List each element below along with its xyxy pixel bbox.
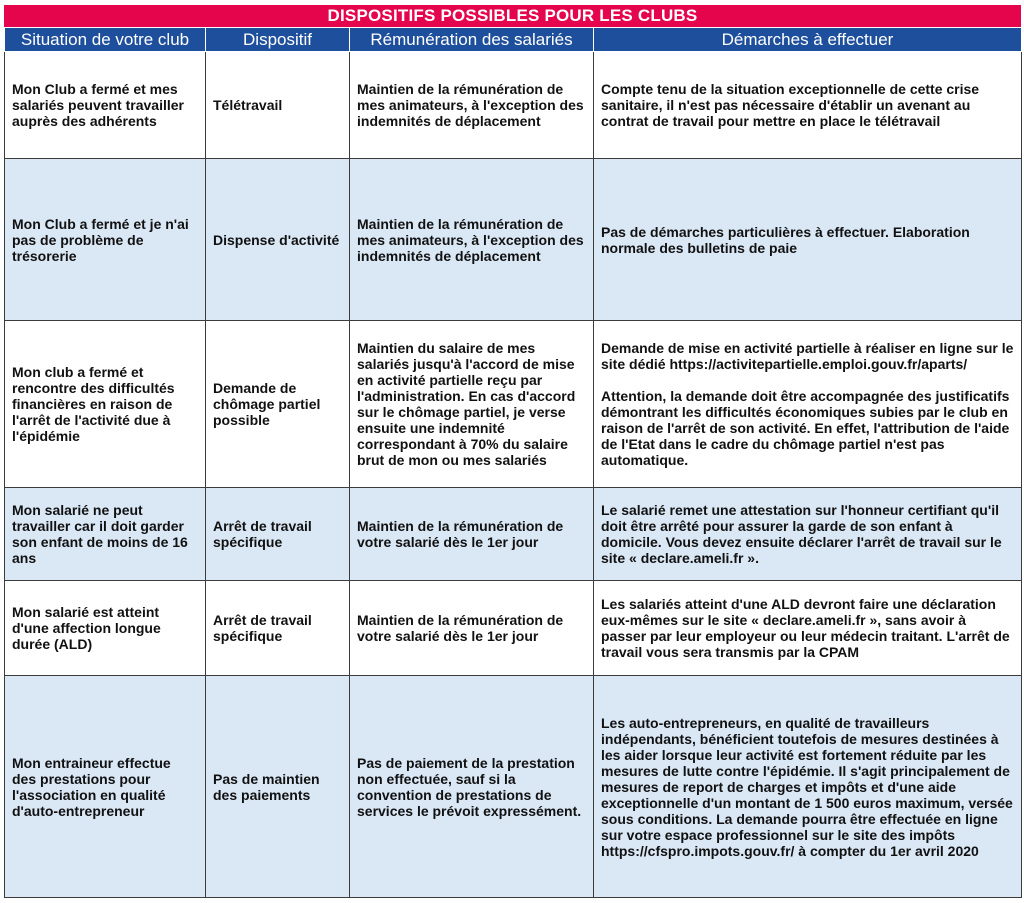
demarches-text: Les salariés atteint d'une ALD devront faire une déclaration eux-mêmes sur le site « declare.ameli.fr », sans avoir à passer par leur employeur ou leur médecin traitant. L'arrêt de travail vous sera transmis par la CPAM [601, 596, 1010, 660]
demarches-text: Le salarié remet une attestation sur l'honneur certifiant qu'il doit être arrêté pour assurer la garde de son enfant à domicile. Vous devez ensuite déclarer l'arrêt de travail sur le site « declare.ameli.fr ». [601, 502, 1002, 566]
demarches-note: Attention, la demande doit être accompagnée des justificatifs démontrant les difficultés économiques subies par le club en raison de l'arrêt de son activité. En effet, l'attribution de l'aide de l'Etat dans le cadre du chômage partiel n'est pas automatique. [601, 388, 1010, 468]
demarches-text: Demande de mise en activité partielle à réaliser en ligne sur le site dédié https://activitepartielle.emploi.gouv.fr/aparts/ [601, 340, 1014, 372]
situation-cell: Mon club a fermé et rencontre des difficultés financières en raison de l'arrêt de l'activité due à l'épidémie [5, 321, 206, 488]
demarches-text: Les auto-entrepreneurs, en qualité de travailleurs indépendants, bénéficient toutefois de mesures destinées à les aider lorsque leur activité est fortement réduite par les mesures de lutte contre l'épidémie. Il s'agit principalement de mesures de report de charges et impôts et d'une aide exceptionnelle d'un montant de 1 500 euros maximum, versée sous conditions. La demande pourra être effectuée en ligne sur votre espace professionnel sur le site des impôts https://cfspro.impots.gouv.fr/ à compter du 1er avril 2020 [601, 714, 1013, 859]
situation-cell: Mon salarié est atteint d'une affection longue durée (ALD) [5, 581, 206, 676]
remuneration-cell: Maintien de la rémunération de votre salarié dès le 1er jour [350, 488, 594, 581]
dispositif-cell: Pas de maintien des paiements [206, 676, 350, 898]
table-row [5, 488, 1022, 581]
demarches-cell [594, 159, 1022, 321]
page-title: DISPOSITIFS POSSIBLES POUR LES CLUBS [4, 5, 1021, 27]
table-row [5, 52, 1022, 159]
dispositif-cell: Demande de chômage partiel possible [206, 321, 350, 488]
demarches-cell [594, 676, 1022, 898]
table-row [5, 581, 1022, 676]
remuneration-cell: Maintien de la rémunération de mes animateurs, à l'exception des indemnités de déplacement [350, 52, 594, 159]
demarches-text: Compte tenu de la situation exceptionnelle de cette crise sanitaire, il n'est pas nécessaire d'établir un avenant au contrat de travail pour mettre en place le télétravail [601, 81, 980, 129]
demarches-cell [594, 321, 1022, 488]
header-dispositif: Dispositif [206, 28, 350, 52]
dispositif-cell: Arrêt de travail spécifique [206, 581, 350, 676]
demarches-text: Pas de démarches particulières à effectuer. Elaboration normale des bulletins de paie [601, 223, 970, 256]
situation-cell: Mon salarié ne peut travailler car il doit garder son enfant de moins de 16 ans [5, 488, 206, 581]
demarches-cell [594, 488, 1022, 581]
header-demarches: Démarches à effectuer [594, 28, 1022, 52]
demarches-cell [594, 581, 1022, 676]
situation-cell: Mon Club a fermé et mes salariés peuvent travailler auprès des adhérents [5, 52, 206, 159]
remuneration-cell: Maintien du salaire de mes salariés jusqu'à l'accord de mise en activité partielle reçu par l'administration. En cas d'accord sur le chômage partiel, je verse ensuite une indemnité correspondant à 70% du salaire brut de mon ou mes salariés [350, 321, 594, 488]
header-remuneration: Rémunération des salariés [350, 28, 594, 52]
header-situation: Situation de votre club [5, 28, 206, 52]
remuneration-cell: Maintien de la rémunération de mes animateurs, à l'exception des indemnités de déplacement [350, 159, 594, 321]
demarches-cell [594, 52, 1022, 159]
dispositif-cell: Télétravail [206, 52, 350, 159]
table-row [5, 159, 1022, 321]
dispositifs-table [4, 27, 1022, 898]
dispositif-cell: Arrêt de travail spécifique [206, 488, 350, 581]
table-row [5, 321, 1022, 488]
dispositif-cell: Dispense d'activité [206, 159, 350, 321]
situation-cell: Mon entraineur effectue des prestations pour l'association en qualité d'auto-entrepreneur [5, 676, 206, 898]
remuneration-cell: Pas de paiement de la prestation non effectuée, sauf si la convention de prestations de services le prévoit expressément. [350, 676, 594, 898]
table-row [5, 676, 1022, 898]
table-header-row [5, 28, 1022, 52]
remuneration-cell: Maintien de la rémunération de votre salarié dès le 1er jour [350, 581, 594, 676]
situation-cell: Mon Club a fermé et je n'ai pas de problème de trésorerie [5, 159, 206, 321]
